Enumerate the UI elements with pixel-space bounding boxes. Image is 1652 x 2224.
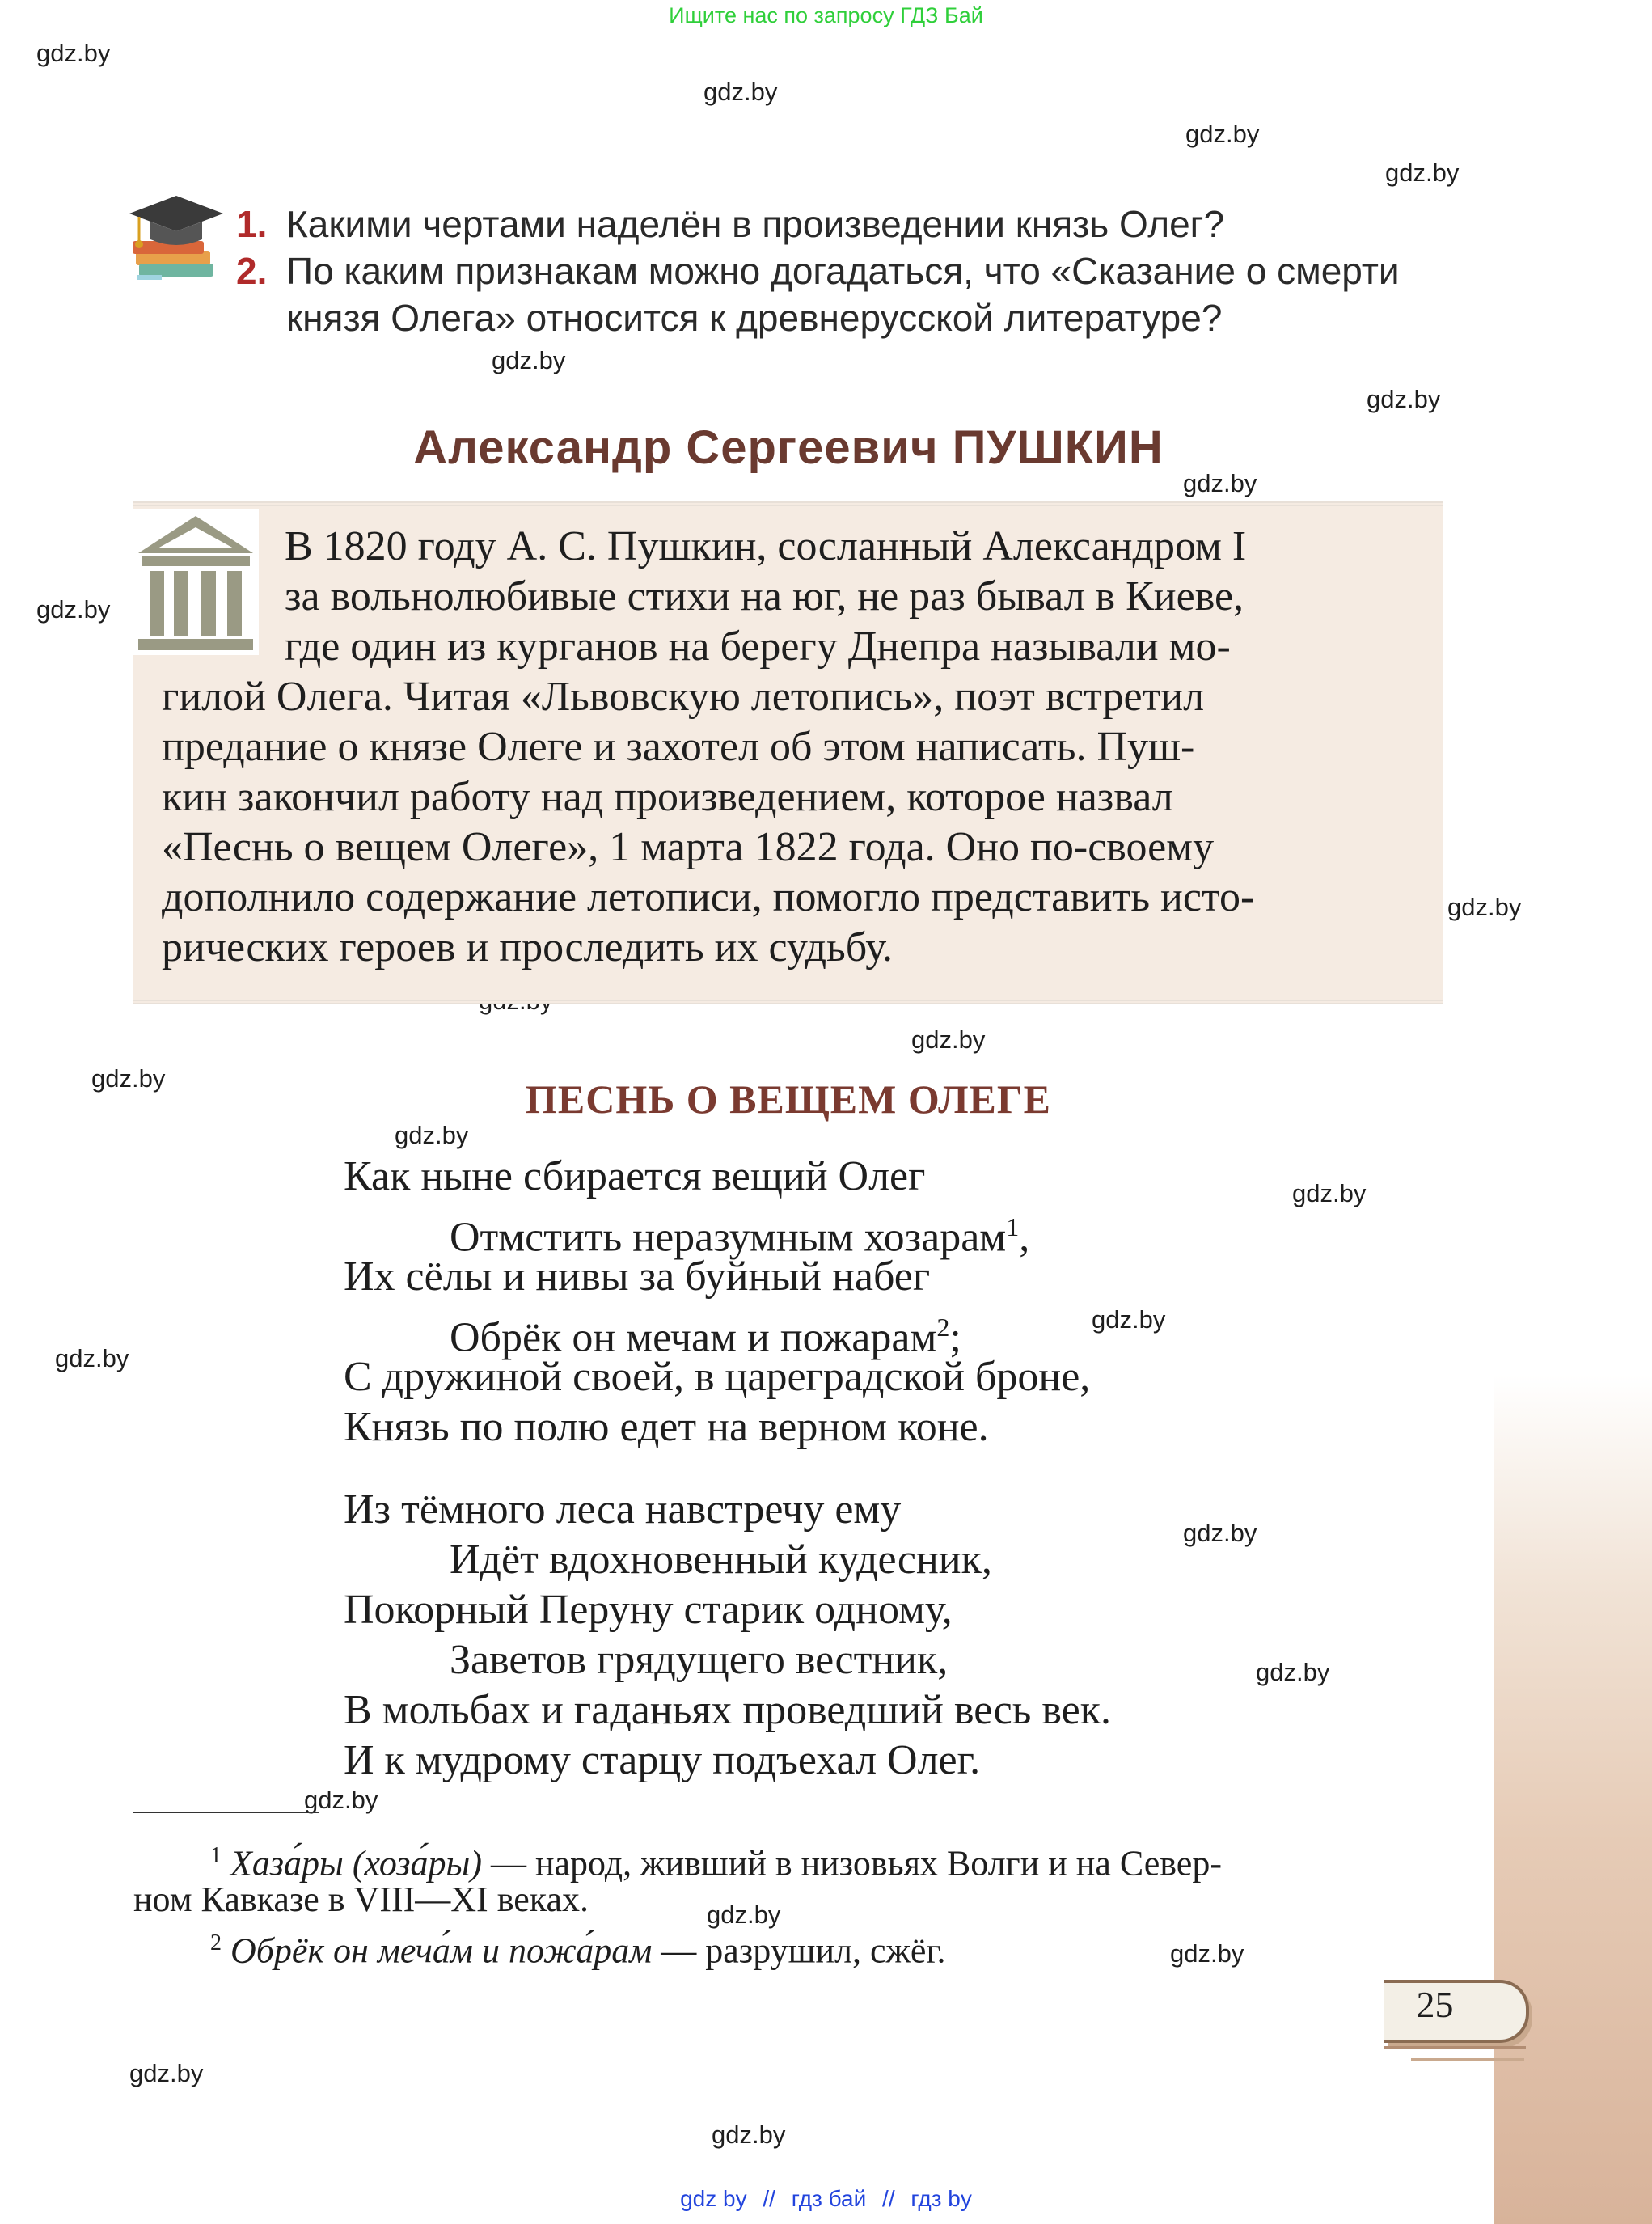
footnote-mark: 1 — [210, 1843, 222, 1868]
poem-title: ПЕСНЬ О ВЕЩЕМ ОЛЕГЕ — [525, 1076, 1051, 1122]
watermark: gdz.by — [1367, 385, 1441, 413]
watermark: gdz.by — [55, 1344, 129, 1372]
footnote-term: Хаза́ры (хоза́ры) — [230, 1843, 482, 1884]
poem-line: И к мудрому старцу подъехал Олег. — [344, 1737, 981, 1783]
watermark: gdz.by — [707, 1901, 781, 1929]
poem-line — [344, 1253, 930, 1301]
watermark: gdz.by — [304, 1786, 378, 1814]
link-gdz-by[interactable]: gdz by — [680, 2186, 747, 2211]
info-text-line: где один из курганов на берегу Днепра называли мо- — [285, 624, 1231, 670]
watermark: gdz.by — [1256, 1658, 1330, 1686]
link-separator: // — [882, 2186, 895, 2211]
decorative-page-strip — [1494, 1375, 1652, 2224]
poem-line: Заветов грядущего вестник, — [450, 1637, 949, 1683]
temple-history-icon — [133, 509, 259, 655]
footnote-definition: — народ, живший в низовьях Волги и на Север- — [481, 1843, 1222, 1884]
footnote-1-continuation: ном Кавказе в VIII—XI веках. — [133, 1879, 589, 1919]
decorative-line — [1384, 2046, 1526, 2049]
info-text-line: предание о князе Олеге и захотел об этом написать. Пуш- — [162, 724, 1195, 770]
watermark: gdz.by — [1170, 1939, 1244, 1968]
poem-punct: ; — [949, 1314, 961, 1361]
poem-line: Покорный Перуну старик одному, — [344, 1587, 953, 1633]
bottom-links — [0, 2186, 1652, 2212]
page-number: 25 — [1416, 1984, 1454, 2025]
watermark: gdz.by — [1447, 893, 1522, 921]
question-text — [286, 247, 1443, 341]
link-separator: // — [763, 2186, 775, 2211]
info-text-line: «Песнь о вещем Олеге», 1 марта 1822 года. Оно по-своему — [162, 824, 1215, 870]
footnote-ref[interactable]: 2 — [936, 1313, 950, 1342]
watermark: gdz.by — [492, 346, 566, 374]
poem-line — [344, 1353, 1090, 1402]
watermark: gdz.by — [1092, 1305, 1166, 1334]
footnote-term: Обрёк он меча́м и пожа́рам — [230, 1930, 653, 1971]
link-gdz-bai[interactable]: гдз бай — [791, 2186, 867, 2211]
footnote-definition: — разрушил, сжёг. — [652, 1930, 946, 1971]
poem-line-text: Как ныне сбирается вещий Олег — [344, 1153, 926, 1199]
question-number: 2. — [236, 250, 268, 292]
link-gdz-by-cyr[interactable]: гдз by — [911, 2186, 972, 2211]
decorative-line — [1411, 2058, 1524, 2061]
watermark: gdz.by — [129, 2059, 204, 2087]
info-text-line: кин закончил работу над произведением, которое назвал — [162, 774, 1173, 820]
info-text-line: за вольнолюбивые стихи на юг, не раз бывал в Киеве, — [285, 573, 1244, 619]
author-heading: Александр Сергеевич ПУШКИН — [413, 421, 1164, 474]
poem-line: В мольбах и гаданьях проведший весь век. — [344, 1687, 1111, 1733]
graduation-cap-books-icon — [128, 192, 225, 290]
footnote-2 — [210, 1922, 946, 1973]
poem-line — [344, 1152, 925, 1201]
poem-line-text: Отмстить неразумным хозарам — [450, 1214, 1007, 1261]
poem-punct: , — [1019, 1214, 1030, 1261]
info-text-line: В 1820 году А. С. Пушкин, сосланный Александром I — [285, 523, 1247, 569]
info-text-line: дополнило содержание летописи, помогло представить исто- — [162, 874, 1255, 920]
watermark: gdz.by — [36, 595, 111, 624]
poem-line-text: Князь по полю едет на верном коне. — [344, 1404, 989, 1450]
footnote-ref[interactable]: 1 — [1006, 1212, 1020, 1241]
question-text: Какими чертами наделён в произведении князь Олег? — [286, 203, 1225, 245]
poem-line — [344, 1403, 989, 1452]
watermark: gdz.by — [1185, 120, 1260, 148]
question-2 — [236, 247, 1449, 341]
info-text-line: рических героев и проследить их судьбу. — [162, 924, 894, 970]
info-text-line: гилой Олега. Читая «Львовскую летопись», поэт встретил — [162, 674, 1205, 720]
poem-line-text: С дружиной своей, в цареградской броне, — [344, 1354, 1091, 1400]
poem-line-text: Их сёлы и нивы за буйный набег — [344, 1254, 931, 1300]
watermark: gdz.by — [712, 2120, 786, 2149]
watermark: gdz.by — [91, 1064, 166, 1093]
footnote-divider — [133, 1812, 319, 1813]
search-banner[interactable]: Ищите нас по запросу ГДЗ Бай — [669, 3, 983, 27]
footnote-mark: 2 — [210, 1930, 222, 1956]
question-1 — [236, 201, 1449, 247]
watermark: gdz.by — [1292, 1179, 1367, 1207]
watermark: gdz.by — [1183, 469, 1257, 497]
watermark: gdz.by — [1385, 159, 1460, 187]
poem-line-text: Обрёк он мечам и пожарам — [450, 1314, 937, 1361]
watermark: gdz.by — [703, 78, 778, 106]
question-number: 1. — [236, 203, 268, 245]
poem-line: Из тёмного леса навстречу ему — [344, 1486, 902, 1533]
watermark: gdz.by — [911, 1025, 986, 1054]
question-text-line: По каким признакам можно догадаться, что «Сказание о смерти — [286, 250, 1400, 292]
poem-line: Идёт вдохновенный кудесник, — [450, 1537, 992, 1583]
watermark: gdz.by — [36, 39, 111, 67]
watermark: gdz.by — [1183, 1519, 1257, 1547]
watermark: gdz.by — [395, 1121, 469, 1149]
question-text-line: князя Олега» относится к древнерусской литературе? — [286, 297, 1223, 339]
